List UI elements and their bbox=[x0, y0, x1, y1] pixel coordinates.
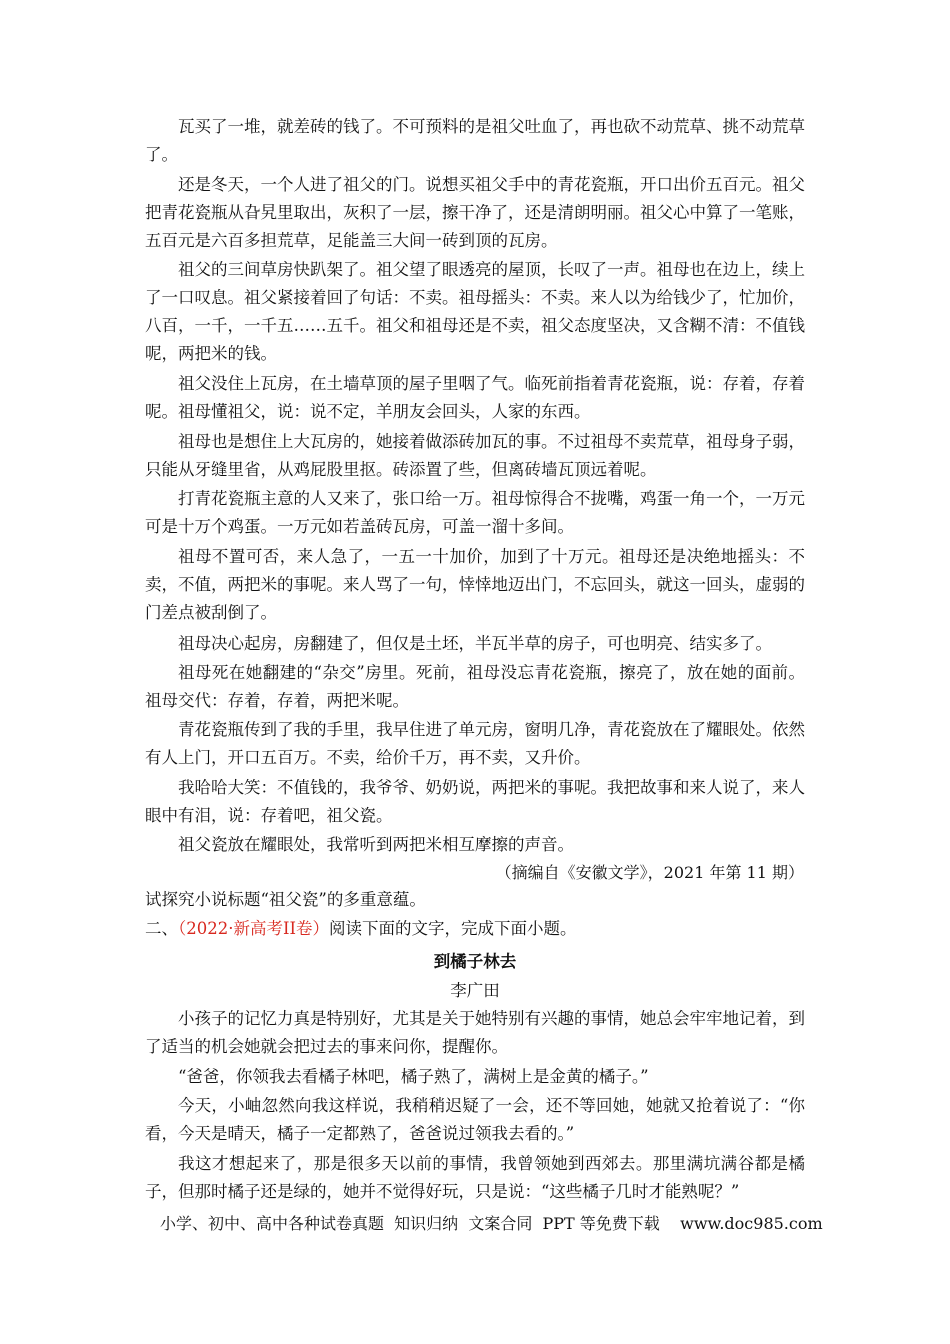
paragraph-8: 祖母决心起房，房翻建了，但仅是土坯，半瓦半草的房子，可也明亮、结实多了。 bbox=[178, 634, 772, 653]
question-text: 试探究小说标题“祖父瓷”的多重意蕴。 bbox=[145, 890, 426, 909]
section-header bbox=[145, 915, 805, 943]
story-paragraph-2: “爸爸，你领我去看橘子林吧，橘子熟了，满树上是金黄的橘子。” bbox=[178, 1067, 649, 1086]
story-author: 李广田 bbox=[450, 981, 500, 1000]
section-instruction: 阅读下面的文字，完成下面小题。 bbox=[329, 919, 577, 938]
exam-source-tag: （2022·新高考II卷） bbox=[178, 919, 330, 938]
story-title: 到橘子林去 bbox=[433, 952, 517, 971]
page-footer: 小学、初中、高中各种试卷真题 知识归纳 文案合同 PPT 等免费下载 www.doc985.com bbox=[160, 1214, 823, 1233]
source-citation: （摘编自《安徽文学》，2021 年第 11 期） bbox=[495, 863, 804, 882]
paragraph-6: 打青花瓷瓶主意的人又来了，张口给一万。祖母惊得合不拢嘴，鸡蛋一角一个，一万元可是十万个鸡蛋。一万元如若盖砖瓦房，可盖一溜十多间。 bbox=[145, 489, 805, 536]
story-paragraph-4: 我这才想起来了，那是很多天以前的事情，我曾领她到西郊去。那里满坑满谷都是橘子，但那时橘子还是绿的，她并不觉得好玩，只是说：“这些橘子几时才能熟呢？” bbox=[145, 1154, 805, 1201]
story-paragraph-3: 今天，小岫忽然向我这样说，我稍稍迟疑了一会，还不等回她，她就又抢着说了：“你看，今天是晴天，橘子一定都熟了，爸爸说过领我去看的。” bbox=[145, 1096, 805, 1143]
paragraph-10: 青花瓷瓶传到了我的手里，我早住进了单元房，窗明几净，青花瓷放在了耀眼处。依然有人上门，开口五百万。不卖，给价千万，再不卖，又升价。 bbox=[145, 720, 805, 767]
paragraph-2: 还是冬天，一个人进了祖父的门。说想买祖父手中的青花瓷瓶，开口出价五百元。祖父把青花瓷瓶从旮旯里取出，灰积了一层，擦干净了，还是清朗明丽。祖父心中算了一笔账，五百元是六百多担荒草，足能盖三大间一砖到顶的瓦房。 bbox=[145, 175, 805, 250]
paragraph-7: 祖母不置可否，来人急了，一五一十加价，加到了十万元。祖母还是决绝地摇头：不卖，不值，两把米的事呢。来人骂了一句，悻悻地迈出门，不忘回头，就这一回头，虚弱的门差点被刮倒了。 bbox=[145, 547, 805, 622]
paragraph-12: 祖父瓷放在耀眼处，我常听到两把米相互摩擦的声音。 bbox=[178, 835, 574, 854]
paragraph-11: 我哈哈大笑：不值钱的，我爷爷、奶奶说，两把米的事呢。我把故事和来人说了，来人眼中有泪，说：存着吧，祖父瓷。 bbox=[145, 778, 805, 825]
paragraph-5: 祖母也是想住上大瓦房的，她接着做添砖加瓦的事。不过祖母不卖荒草，祖母身子弱，只能从牙缝里省，从鸡屁股里抠。砖添置了些，但离砖墙瓦顶远着呢。 bbox=[145, 432, 805, 479]
paragraph-3: 祖父的三间草房快趴架了。祖父望了眼透亮的屋顶，长叹了一声。祖母也在边上，续上了一口叹息。祖父紧接着回了句话：不卖。祖母摇头：不卖。来人以为给钱少了，忙加价，八百，一千，一千五……五千。祖父和祖母还是不卖，祖父态度坚决，又含糊不清：不值钱呢，两把米的钱。 bbox=[145, 260, 805, 363]
paragraph-1: 瓦买了一堆，就差砖的钱了。不可预料的是祖父吐血了，再也砍不动荒草、挑不动荒草了。 bbox=[145, 117, 805, 164]
section-number: 二、 bbox=[145, 919, 178, 938]
paragraph-9: 祖母死在她翻建的“杂交”房里。死前，祖母没忘青花瓷瓶，擦亮了，放在她的面前。祖母交代：存着，存着，两把米呢。 bbox=[145, 663, 805, 710]
story-paragraph-1: 小孩子的记忆力真是特别好，尤其是关于她特别有兴趣的事情，她总会牢牢地记着，到了适当的机会她就会把过去的事来问你，提醒你。 bbox=[145, 1009, 805, 1056]
paragraph-4: 祖父没住上瓦房，在土墙草顶的屋子里咽了气。临死前指着青花瓷瓶，说：存着，存着呢。祖母懂祖父，说：说不定，羊朋友会回头，人家的东西。 bbox=[145, 374, 805, 421]
